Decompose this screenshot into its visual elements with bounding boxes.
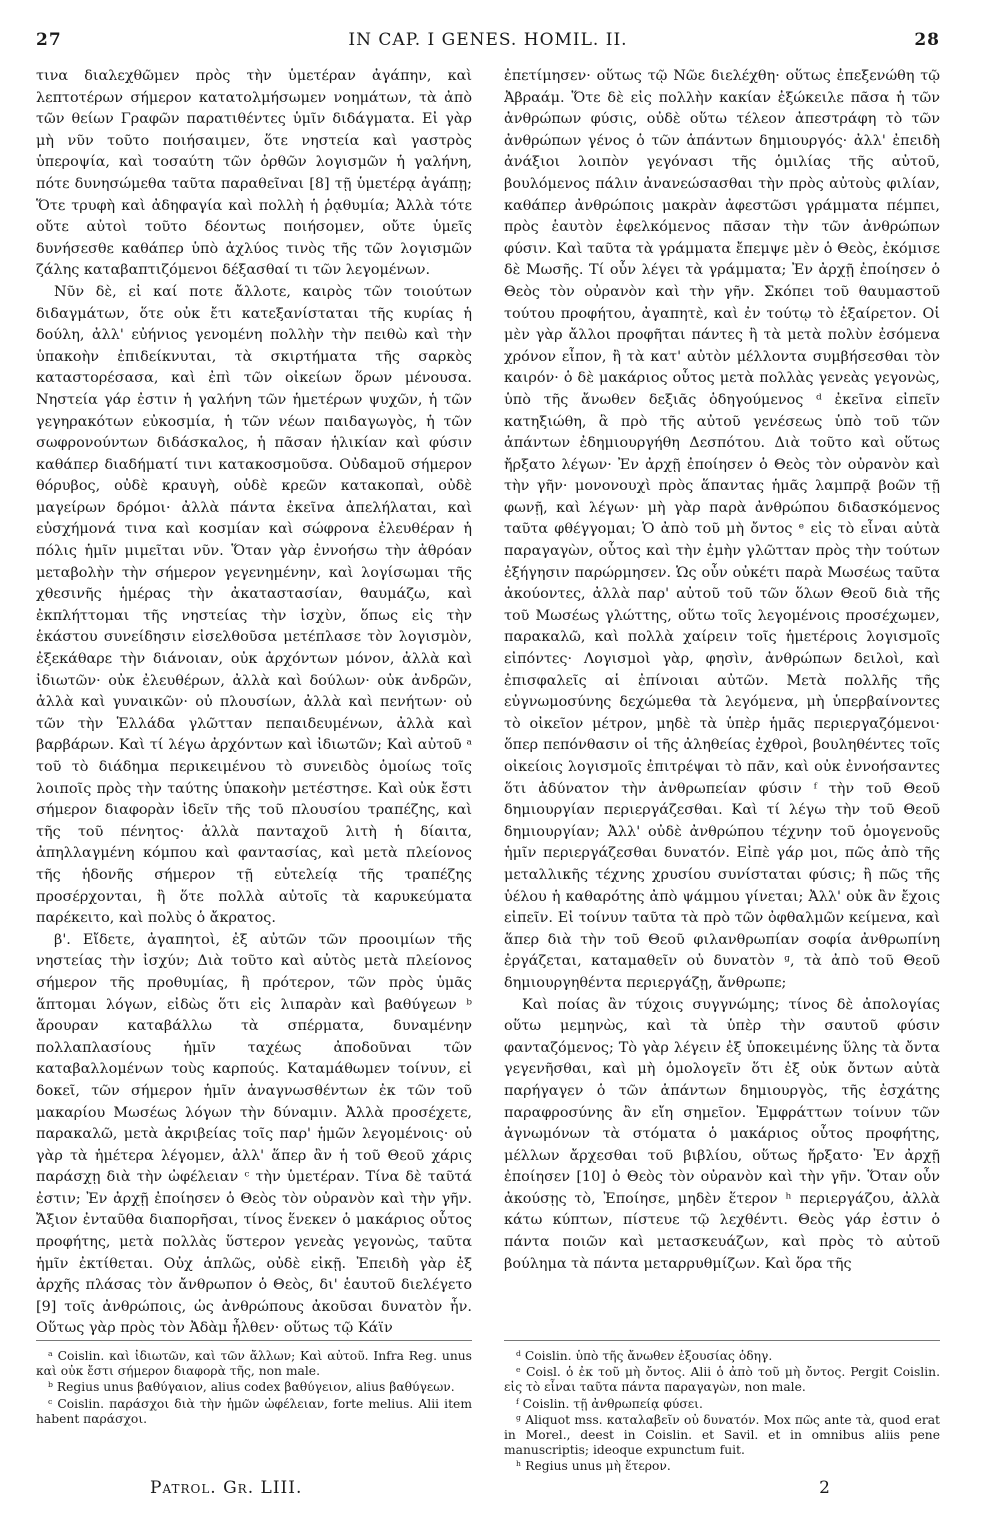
left-paragraph-1: τινα διαλεχθῶμεν πρὸς τὴν ὑμετέραν ἀγάπην, καὶ λεπτοτέρων σήμερον κατατολμήσωμεν νοημάτων, τὰ ἀπὸ τῶν θείων Γραφῶν παρατιθέντες ὑμῖν διδάγματα. Εἰ γὰρ μὴ νῦν τοῦτο ποιήσαιμεν, ὅτε νηστεία καὶ γαστρὸς ὑπεροψία, καὶ τοσαύτη τῶν ὀρθῶν λογισμῶν ἡ γαλήνη, πότε δυνησώμεθα ταῦτα παραθεῖναι [8] τῇ ὑμετέρᾳ ἀγάπῃ; Ὅτε τρυφὴ καὶ ἀδηφαγία καὶ πολλὴ ἡ ῥᾳθυμία; Ἀλλὰ τότε οὔτε αὐτοὶ τοῦτο δέοντως ποιήσομεν, οὔτε ὑμεῖς δυνήσεσθε καθάπερ ὑπὸ ἀχλύος τινὸς τῆς τῶν λογισμῶν ζάλης καταβαπτιζόμενοι δέξασθαί τι τῶν λεγομένων. xyxy=(36,68,472,279)
series-signature: Patrol. Gr. LIII. xyxy=(150,1478,303,1498)
footnote-f: ᶠ Coislin. τῇ ἀνθρωπείᾳ φύσει. xyxy=(516,1396,703,1411)
running-title: IN CAP. I GENES. HOMIL. II. xyxy=(348,30,628,50)
footnote-h: ʰ Regius unus μὴ ἕτερον. xyxy=(516,1459,671,1474)
footnote-g: ᵍ Aliquot mss. καταλαβεῖν οὐ δυνατόν. Mox πῶς ante τὰ, quod erat in Morel., deest in Coislin. et Savil. et in omnibus aliis pene manuscriptis; ideoque expunctum fuit. xyxy=(504,1412,940,1458)
right-paragraph-2: Καὶ ποίας ἂν τύχοις συγγνώμης; τίνος δὲ ἀπολογίας οὕτω μεμηνὼς, καὶ τὰ ὑπὲρ τὴν σαυτοῦ φύσιν φανταζόμενος; Τὸ γὰρ λέγειν ἐξ ὑποκειμένης ὕλης τὰ ὄντα γεγενῆσθαι, καὶ μὴ ὁμολογεῖν ὅτι ἐξ οὐκ ὄντων αὐτὰ παρήγαγεν ὁ τῶν ἁπάντων δημιουργὸς, τῆς ἐσχάτης παραφροσύνης ἂν εἴη σημεῖον. Ἐμφράττων τοίνυν τῶν ἀγνωμόνων τὰ στόματα ὁ μακάριος οὗτος προφήτης, μέλλων ἄρχεσθαι τοῦ βιβλίου, οὕτως ἤρξατο· Ἐν ἀρχῇ ἐποίησεν [10] ὁ Θεὸς τὸν οὐρανὸν καὶ τὴν γῆν. Ὅταν οὖν ἀκούσῃς τὸ, Ἐποίησε, μηδὲν ἕτερον ʰ περιεργάζου, ἀλλὰ κάτω κύπτων, πίστευε τῷ λεχθέντι. Θεὸς γάρ ἐστιν ὁ πάντα ποιῶν καὶ μετασκευάζων, καὶ πρὸς τὸ αὐτοῦ βούλημα τὰ πάντα μεταρρυθμίζων. Καὶ ὅρα τῆς xyxy=(504,996,940,1272)
right-paragraph-1: ἐπετίμησεν· οὕτως τῷ Νῶε διελέχθη· οὕτως ἐπεξενώθη τῷ Ἀβραάμ. Ὅτε δὲ εἰς πολλὴν κακίαν ἐξώκειλε πᾶσα ἡ τῶν ἀνθρώπων φύσις, οὐδὲ οὕτω τέλεον ἀπεστράφη τὸ τῶν ἀνθρώπων γένος ὁ τῶν ἁπάντων δημιουργός· ἀλλ' ἐπειδὴ ἀνάξιοι λοιπὸν γεγόνασι τῆς ὁμιλίας τῆς αὐτοῦ, βουλόμενος πάλιν ἀνανεώσασθαι τὴν πρὸς αὐτοὺς φιλίαν, καθάπερ ἀνθρώποις μακρὰν ἀφεστῶσι γράμματα πέμπει, πρὸς ἑαυτὸν ἐφελκόμενος πᾶσαν τὴν τῶν ἀνθρώπων φύσιν. Καὶ ταῦτα τὰ γράμματα ἔπεμψε μὲν ὁ Θεὸς, ἐκόμισε δὲ Μωσῆς. Τί οὖν λέγει τὰ γράμματα; Ἐν ἀρχῇ ἐποίησεν ὁ Θεὸς τὸν οὐρανὸν καὶ τὴν γῆν. Σκόπει τοῦ θαυμαστοῦ τούτου προφήτου, ἀγαπητὲ, καὶ ἐν τούτῳ τὸ ἐξαίρετον. Οἱ μὲν γὰρ ἄλλοι προφῆται πάντες ἢ τὰ μετὰ πολὺν ἐσόμενα χρόνον εἶπον, ἢ τὰ κατ' αὐτὸν μέλλοντα συμβήσεσθαι τὸν καιρόν· ὁ δὲ μακάριος οὗτος μετὰ πολλὰς γενεὰς γεγονὼς, ὑπὸ τῆς ἄνωθεν δεξιᾶς ὁδηγούμενος ᵈ ἐκεῖνα εἰπεῖν κατηξιώθη, ἃ πρὸ τῆς αὐτοῦ γενέσεως ὑπὸ τοῦ τῶν ἁπάντων ἐδημιουργήθη Δεσπότου. Διὰ τοῦτο καὶ οὕτως ἤρξατο λέγων· Ἐν ἀρχῇ ἐποίησεν ὁ Θεὸς τὸν οὐρανὸν καὶ τὴν γῆν· μονονουχὶ πρὸς ἅπαντας ἡμᾶς λαμπρᾷ βοῶν τῇ φωνῇ, καὶ λέγων· μὴ γὰρ παρὰ ἀνθρώπου διδασκόμενος ταῦτα φθέγγομαι; Ὁ ἀπὸ τοῦ μὴ ὄντος ᵉ εἰς τὸ εἶναι αὐτὰ παραγαγὼν, οὗτος καὶ τὴν ἐμὴν γλῶτταν πρὸς τὴν τούτων ἐξήγησιν παρώρμησεν. Ὡς οὖν οὐκέτι παρὰ Μωσέως ταῦτα ἀκούοντες, ἀλλὰ παρ' αὐτοῦ τοῦ τῶν ὅλων Θεοῦ διὰ τῆς τοῦ Μωσέως γλώττης, οὕτω τοῖς λεγομένοις προσέχωμεν, παρακαλῶ, καὶ πολλὰ χαίρειν τοῖς ἡμετέροις λογισμοῖς εἰπόντες· Λογισμοὶ γὰρ, φησὶν, ἀνθρώπων δειλοὶ, καὶ ἐπισφαλεῖς αἱ ἐπίνοιαι αὐτῶν. Μετὰ πολλῆς τῆς εὐγνωμοσύνης δεχώμεθα τὰ λεγόμενα, μὴ ὑπερβαίνοντες τὸ οἰκεῖον μέτρον, μηδὲ τὰ ὑπὲρ ἡμᾶς περιεργαζόμενοι· ὅπερ πεπόνθασιν οἱ τῆς ἀληθείας ἐχθροὶ, βουληθέντες τοῖς οἰκείοις λογισμοῖς ἐπιτρέψαι τὸ πᾶν, καὶ οὐκ ἐννοήσαντες ὅτι ἀδύνατον τὴν ἀνθρωπείαν φύσιν ᶠ τὴν τοῦ Θεοῦ δημιουργίαν περιεργάζεσθαι. Καὶ τί λέγω τὴν τοῦ Θεοῦ δημιουργίαν; Ἀλλ' οὐδὲ ἀνθρώπου τέχνην τοῦ ὁμογενοῦς ἡμῖν περιεργάζεσθαι δυνατόν. Εἰπὲ γάρ μοι, πῶς ἀπὸ τῆς μεταλλικῆς τέχνης χρυσίου συνίσταται φύσις; ἢ πῶς τῆς ὑέλου ἡ καθαρότης ἀπὸ ψάμμου γίνεται; Ἀλλ' οὐκ ἂν ἔχοις εἰπεῖν. Εἰ τοίνυν ταῦτα τὰ πρὸ τῶν ὀφθαλμῶν κείμενα, καὶ ἅπερ διὰ τὴν τοῦ Θεοῦ φιλανθρωπίαν σοφία ἀνθρωπίνη ἐργάζεται, καταμαθεῖν οὐ δυνατὸν ᵍ, τὰ ἀπὸ τοῦ Θεοῦ δημιουργηθέντα περιεργάζῃ, ἄνθρωπε; xyxy=(504,68,940,991)
gathering-signature: 2 xyxy=(819,1478,830,1498)
left-paragraph-2: Νῦν δὲ, εἰ καί ποτε ἄλλοτε, καιρὸς τῶν τοιούτων διδαγμάτων, ὅτε οὐκ ἔτι κατεξανίσταται τῆς κυρίας ἡ δούλη, ἀλλ' εὐήνιος γενομένη πολλὴν τὴν πειθὼ καὶ τὴν ὑπακοὴν ἐπιδείκνυται, τὰ σκιρτήματα τῆς σαρκὸς καταστορέσασα, καὶ ἐπὶ τῶν οἰκείων ὅρων μένουσα. Νηστεία γάρ ἐστιν ἡ γαλήνη τῶν ἡμετέρων ψυχῶν, ἡ τῶν γεγηρακότων εὐκοσμία, ἡ τῶν νέων παιδαγωγὸς, ἡ τῶν σωφρονούντων διδάσκαλος, ἡ πᾶσαν ἡλικίαν καὶ φύσιν καθάπερ διαδήματί τινι κατακοσμοῦσα. Οὐδαμοῦ σήμερον θόρυβος, οὐδὲ κραυγὴ, οὐδὲ κρεῶν κατακοπαὶ, οὐδὲ μαγείρων δρόμοι· ἀλλὰ πάντα ἐκεῖνα ἀπελήλαται, καὶ εὐσχήμονά τινα καὶ κοσμίαν καὶ σώφρονα ἐλευθέραν ἡ πόλις ἡμῖν μιμεῖται νῦν. Ὅταν γὰρ ἐννοήσω τὴν ἀθρόαν μεταβολὴν τὴν σήμερον γεγενημένην, καὶ λογίσωμαι τῆς χθεσινῆς ἡμέρας τὴν ἀκαταστασίαν, θαυμάζω, καὶ ἐκπλήττομαι τῆς νηστείας τὴν ἰσχὺν, ὅπως εἰς τὴν ἑκάστου συνείδησιν εἰσελθοῦσα μετέπλασε τὸν λογισμὸν, ἐξεκάθαρε τὴν διάνοιαν, οὐκ ἀρχόντων μόνον, ἀλλὰ καὶ ἰδιωτῶν· οὐκ ἐλευθέρων, ἀλλὰ καὶ δούλων· οὐκ ἀνδρῶν, ἀλλὰ καὶ γυναικῶν· οὐ πλουσίων, ἀλλὰ καὶ πενήτων· οὐ τῶν τὴν Ἑλλάδα γλῶτταν πεπαιδευμένων, ἀλλὰ καὶ βαρβάρων. Καὶ τί λέγω ἀρχόντων καὶ ἰδιωτῶν; Καὶ αὐτοῦ ᵃ τοῦ τὸ διάδημα περικειμένου τὸ συνειδὸς ὁμοίως τοῖς λοιποῖς πρὸς τὴν ταύτης ὑπακοὴν μετέστησε. Καὶ οὐκ ἔστι σήμερον διαφορὰν ἰδεῖν τῆς τοῦ πλουσίου τραπέζης, καὶ τῆς τοῦ πένητος· ἀλλὰ πανταχοῦ λιτὴ ἡ δίαιτα, ἀπηλλαγμένη κόμπου καὶ φαντασίας, καὶ μετὰ πλείονος τῆς ἡδονῆς σήμερον τῇ εὐτελείᾳ τῆς τραπέζης προσέρχονται, ἢ ὅτε πολλὰ αὐτοῖς τὰ καρυκεύματα παρέκειτο, καὶ πολὺς ὁ ἄκρατος. xyxy=(36,283,472,927)
footnote-d: ᵈ Coislin. ὑπὸ τῆς ἄνωθεν ἐξουσίας ὁδηγ. xyxy=(516,1349,773,1363)
footnote-b: ᵇ Regius unus βαθύγαιον, alius codex βαθύγειον, alius βαθύγεων. xyxy=(48,1380,455,1395)
footnote-c: ᶜ Coislin. παράσχοι διὰ τὴν ἡμῶν ὠφέλειαν, forte melius. Alii item habent παράσχοι. xyxy=(36,1396,472,1426)
running-header xyxy=(36,30,940,54)
left-paragraph-3: β'. Εἴδετε, ἀγαπητοὶ, ἐξ αὐτῶν τῶν προοιμίων τῆς νηστείας τὴν ἰσχύν; Διὰ τοῦτο καὶ αὐτὸς μετὰ πλείονος σήμερον τῆς προθυμίας, ἢ πρότερον, τῶν πρὸς ὑμᾶς ἅπτομαι λόγων, εἰδὼς ὅτι εἰς λιπαρὰν καὶ βαθύγεων ᵇ ἄρουραν καταβάλλω τὰ σπέρματα, δυναμένην πολλαπλασίους ἡμῖν ταχέως ἀποδοῦναι τῶν καταβαλλομένων τοὺς καρπούς. Καταμάθωμεν τοίνυν, εἰ δοκεῖ, τῶν σήμερον ἡμῖν ἀναγνωσθέντων ἐκ τῶν τοῦ μακαρίου Μωσέως λόγων τὴν δύναμιν. Ἀλλὰ προσέχετε, παρακαλῶ, μετὰ ἀκριβείας τοῖς παρ' ἡμῶν λεγομένοις· οὐ γὰρ τὰ ἡμέτερα λέγομεν, ἀλλ' ἅπερ ἂν ἡ τοῦ Θεοῦ χάρις παράσχῃ διὰ τὴν ὠφέλειαν ᶜ τὴν ὑμετέραν. Τίνα δὲ ταῦτά ἐστιν; Ἐν ἀρχῇ ἐποίησεν ὁ Θεὸς τὸν οὐρανὸν καὶ τὴν γῆν. Ἄξιον ἐνταῦθα διαπορῆσαι, τίνος ἕνεκεν ὁ μακάριος οὗτος προφήτης, μετὰ πολλὰς ὕστερον γενεὰς γεγονὼς, ταῦτα ἡμῖν ἐκτίθεται. Οὐχ ἁπλῶς, οὐδὲ εἰκῇ. Ἐπειδὴ γὰρ ἐξ ἀρχῆς πλάσας τὸν ἄνθρωπον ὁ Θεὸς, δι' ἑαυτοῦ διελέγετο [9] τοῖς ἀνθρώποις, ὡς ἀνθρώπους ἀκοῦσαι δυνατὸν ἦν. Οὕτως γὰρ πρὸς τὸν Ἀδὰμ ἦλθεν· οὕτως τῷ Κάϊν xyxy=(36,931,472,1337)
footnotes-right xyxy=(504,1340,940,1476)
page-number-left: 27 xyxy=(36,30,62,50)
page-footer xyxy=(150,1478,850,1500)
right-column xyxy=(504,66,940,1341)
page-number-right: 28 xyxy=(914,30,940,50)
footnotes-left xyxy=(36,1340,472,1467)
left-column xyxy=(36,66,472,1341)
footnote-e: ᵉ Coisl. ὁ ἐκ τοῦ μὴ ὄντος. Alii ὁ ἀπὸ τοῦ μὴ ὄντος. Pergit Coislin. εἰς τὸ εἶναι ταῦτα πάντα παραγαγὼν, non male. xyxy=(504,1365,940,1395)
footnote-a: ᵃ Coislin. καὶ ἰδιωτῶν, καὶ τῶν ἄλλων; Καὶ αὐτοῦ. Infra Reg. unus καὶ οὐκ ἔστι σήμερον διαφορὰ τῆς, non male. xyxy=(36,1349,472,1379)
